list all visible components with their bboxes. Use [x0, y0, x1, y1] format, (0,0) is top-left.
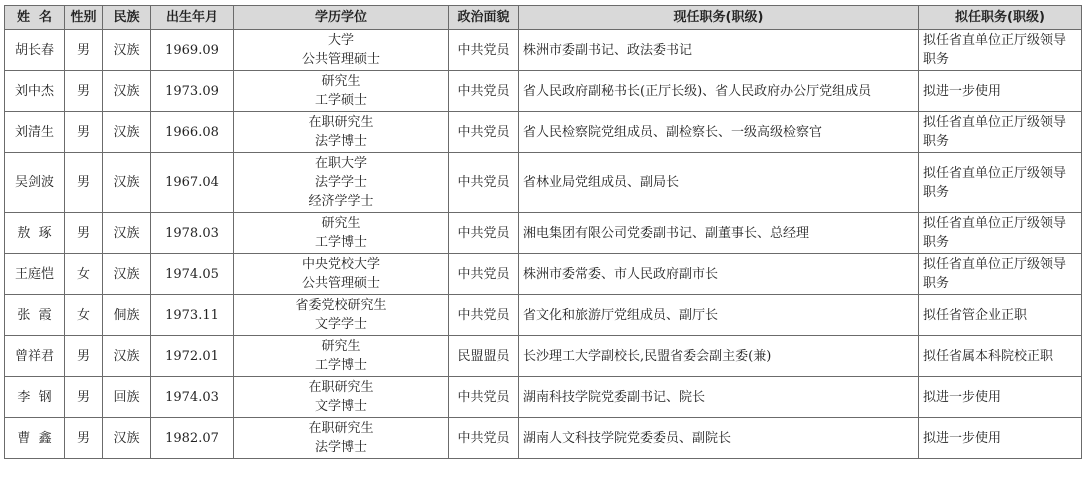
education-line: 在职研究生 [308, 380, 374, 395]
gender-cell: 男 [65, 30, 103, 71]
education-cell [234, 377, 449, 418]
gender-cell: 男 [65, 112, 103, 153]
table-row [5, 377, 1082, 418]
education-line: 法学博士 [314, 134, 367, 149]
current-position-cell: 省人民检察院党组成员、副检察长、一级高级检察官 [519, 112, 919, 153]
ethnicity-cell: 汉族 [103, 30, 151, 71]
education-line: 研究生 [321, 74, 361, 89]
header-education: 学历学位 [234, 6, 449, 30]
education-line: 在职研究生 [308, 421, 374, 436]
party-cell: 民盟盟员 [449, 336, 519, 377]
education-line: 工学硕士 [314, 93, 367, 108]
table-row [5, 295, 1082, 336]
officials-table-wrapper [4, 5, 1082, 459]
ethnicity-cell: 汉族 [103, 418, 151, 459]
ethnicity-cell: 回族 [103, 377, 151, 418]
education-line: 省委党校研究生 [295, 298, 387, 313]
header-ethnicity: 民族 [103, 6, 151, 30]
current-position-cell: 长沙理工大学副校长,民盟省委会副主委(兼) [519, 336, 919, 377]
proposed-position-cell: 拟进一步使用 [919, 418, 1082, 459]
officials-table [4, 5, 1082, 459]
current-position-cell: 省文化和旅游厅党组成员、副厅长 [519, 295, 919, 336]
ethnicity-cell: 汉族 [103, 153, 151, 213]
name-cell: 曾祥君 [5, 336, 65, 377]
education-cell [234, 336, 449, 377]
ethnicity-cell: 汉族 [103, 336, 151, 377]
header-row [5, 6, 1082, 30]
table-row [5, 336, 1082, 377]
name-cell: 敖 琢 [5, 213, 65, 254]
name-cell: 张 霞 [5, 295, 65, 336]
gender-cell: 男 [65, 418, 103, 459]
birth-cell: 1973.09 [151, 71, 234, 112]
education-line: 文学博士 [314, 399, 367, 414]
proposed-position-cell: 拟进一步使用 [919, 377, 1082, 418]
proposed-position-cell: 拟任省直单位正厅级领导职务 [919, 254, 1082, 295]
education-line: 研究生 [321, 216, 361, 231]
education-cell [234, 213, 449, 254]
proposed-position-cell: 拟进一步使用 [919, 71, 1082, 112]
proposed-position-cell: 拟任省直单位正厅级领导职务 [919, 30, 1082, 71]
education-cell [234, 153, 449, 213]
birth-cell: 1972.01 [151, 336, 234, 377]
education-line: 文学学士 [314, 317, 367, 332]
party-cell: 中共党员 [449, 377, 519, 418]
name-cell: 胡长春 [5, 30, 65, 71]
birth-cell: 1973.11 [151, 295, 234, 336]
party-cell: 中共党员 [449, 213, 519, 254]
current-position-cell: 株洲市委副书记、政法委书记 [519, 30, 919, 71]
birth-cell: 1966.08 [151, 112, 234, 153]
name-cell: 刘中杰 [5, 71, 65, 112]
gender-cell: 女 [65, 254, 103, 295]
table-row [5, 213, 1082, 254]
birth-cell: 1969.09 [151, 30, 234, 71]
table-row [5, 153, 1082, 213]
party-cell: 中共党员 [449, 30, 519, 71]
party-cell: 中共党员 [449, 418, 519, 459]
education-cell [234, 112, 449, 153]
party-cell: 中共党员 [449, 71, 519, 112]
education-cell [234, 71, 449, 112]
table-row [5, 30, 1082, 71]
education-line: 法学学士 [314, 175, 367, 190]
header-party: 政治面貌 [449, 6, 519, 30]
name-cell: 吴剑波 [5, 153, 65, 213]
birth-cell: 1974.03 [151, 377, 234, 418]
header-proposed-position: 拟任职务(职级) [919, 6, 1082, 30]
gender-cell: 男 [65, 213, 103, 254]
ethnicity-cell: 汉族 [103, 71, 151, 112]
party-cell: 中共党员 [449, 254, 519, 295]
current-position-cell: 省人民政府副秘书长(正厅长级)、省人民政府办公厅党组成员 [519, 71, 919, 112]
name-cell: 刘清生 [5, 112, 65, 153]
birth-cell: 1978.03 [151, 213, 234, 254]
proposed-position-cell: 拟任省直单位正厅级领导职务 [919, 153, 1082, 213]
education-line: 工学博士 [314, 235, 367, 250]
education-line: 公共管理硕士 [301, 52, 380, 67]
name-cell: 李 钢 [5, 377, 65, 418]
education-line: 研究生 [321, 339, 361, 354]
education-line: 中央党校大学 [301, 257, 380, 272]
current-position-cell: 株洲市委常委、市人民政府副市长 [519, 254, 919, 295]
ethnicity-cell: 汉族 [103, 254, 151, 295]
table-row [5, 418, 1082, 459]
birth-cell: 1974.05 [151, 254, 234, 295]
gender-cell: 男 [65, 377, 103, 418]
education-line: 经济学学士 [308, 194, 374, 209]
gender-cell: 男 [65, 71, 103, 112]
ethnicity-cell: 汉族 [103, 213, 151, 254]
gender-cell: 女 [65, 295, 103, 336]
education-line: 大学 [327, 33, 354, 48]
party-cell: 中共党员 [449, 112, 519, 153]
education-line: 在职研究生 [308, 115, 374, 130]
header-birth: 出生年月 [151, 6, 234, 30]
party-cell: 中共党员 [449, 153, 519, 213]
header-name: 姓 名 [5, 6, 65, 30]
header-current-position: 现任职务(职级) [519, 6, 919, 30]
ethnicity-cell: 汉族 [103, 112, 151, 153]
table-body [5, 30, 1082, 459]
gender-cell: 男 [65, 153, 103, 213]
current-position-cell: 湖南人文科技学院党委委员、副院长 [519, 418, 919, 459]
birth-cell: 1982.07 [151, 418, 234, 459]
education-line: 公共管理硕士 [301, 276, 380, 291]
education-line: 在职大学 [314, 156, 367, 171]
ethnicity-cell: 侗族 [103, 295, 151, 336]
party-cell: 中共党员 [449, 295, 519, 336]
proposed-position-cell: 拟任省直单位正厅级领导职务 [919, 112, 1082, 153]
gender-cell: 男 [65, 336, 103, 377]
proposed-position-cell: 拟任省属本科院校正职 [919, 336, 1082, 377]
current-position-cell: 省林业局党组成员、副局长 [519, 153, 919, 213]
education-cell [234, 254, 449, 295]
current-position-cell: 湘电集团有限公司党委副书记、副董事长、总经理 [519, 213, 919, 254]
education-cell [234, 295, 449, 336]
education-cell [234, 30, 449, 71]
birth-cell: 1967.04 [151, 153, 234, 213]
table-row [5, 254, 1082, 295]
name-cell: 曹 鑫 [5, 418, 65, 459]
current-position-cell: 湖南科技学院党委副书记、院长 [519, 377, 919, 418]
table-row [5, 112, 1082, 153]
education-cell [234, 418, 449, 459]
proposed-position-cell: 拟任省直单位正厅级领导职务 [919, 213, 1082, 254]
header-gender: 性别 [65, 6, 103, 30]
proposed-position-cell: 拟任省管企业正职 [919, 295, 1082, 336]
education-line: 工学博士 [314, 358, 367, 373]
name-cell: 王庭恺 [5, 254, 65, 295]
education-line: 法学博士 [314, 440, 367, 455]
table-row [5, 71, 1082, 112]
